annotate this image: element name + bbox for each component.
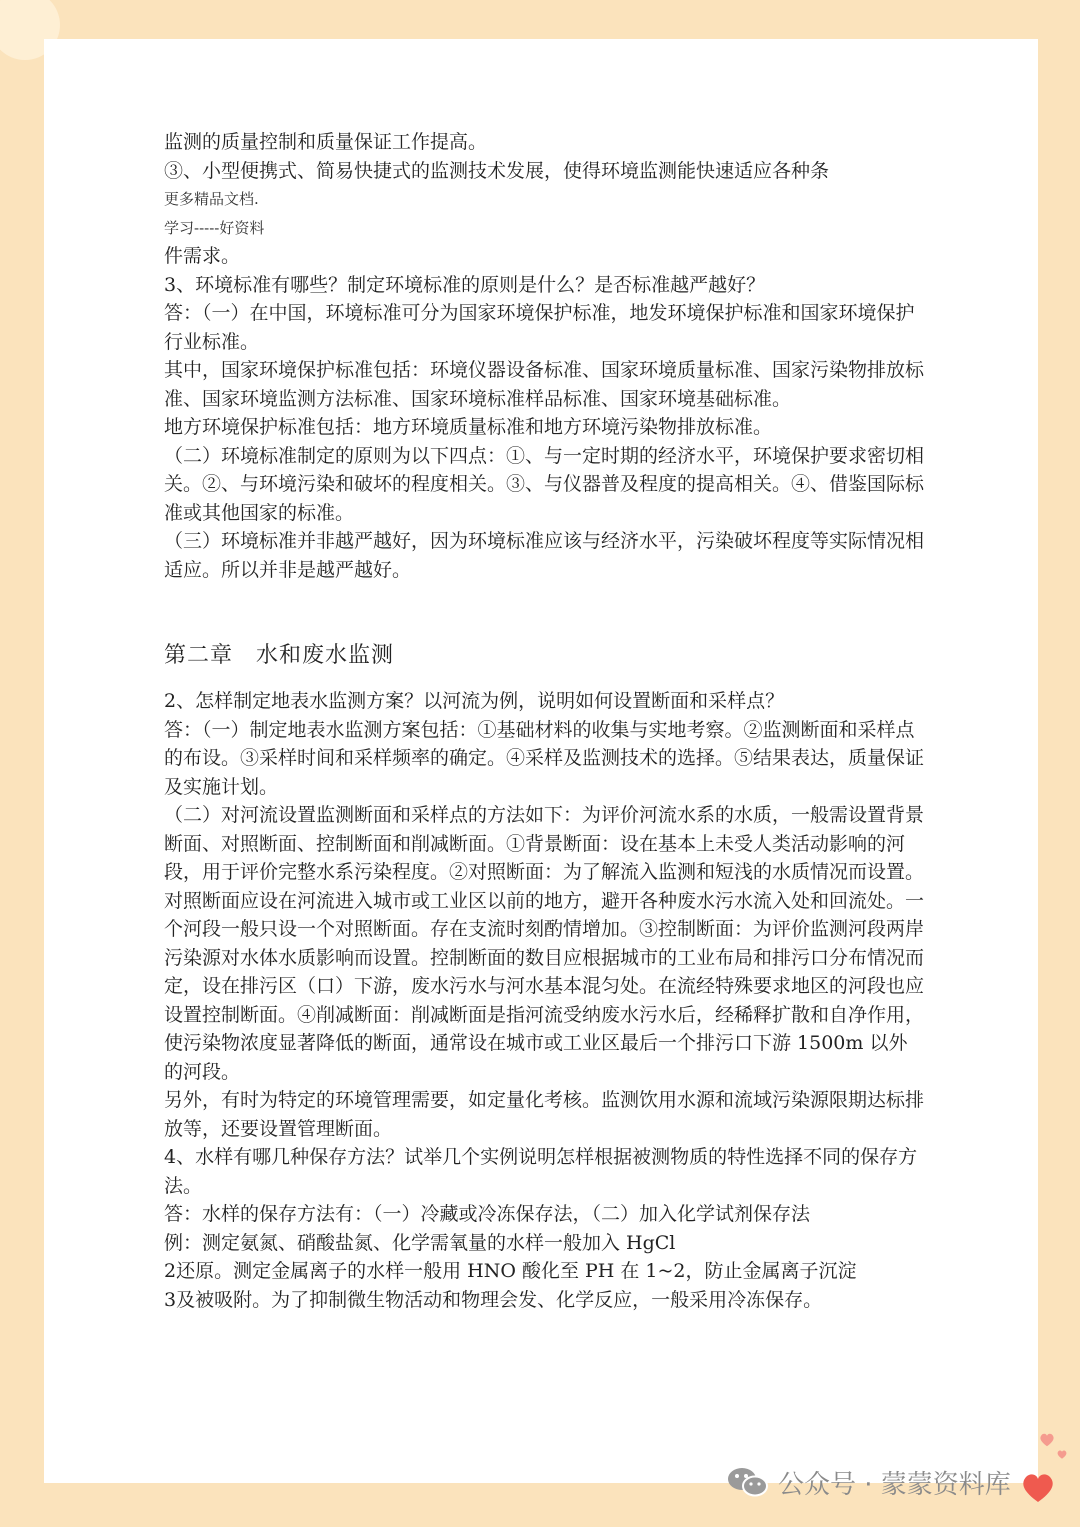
paragraph: 监测的质量控制和质量保证工作提高。 (164, 131, 488, 153)
paragraph: 3及被吸附。为了抑制微生物活动和物理会发、化学反应，一般采用冷冻保存。 (164, 1288, 823, 1311)
question: 3、环境标准有哪些？制定环境标准的原则是什么？是否标准越严越好？ (164, 273, 766, 296)
document-body (164, 128, 924, 1314)
paragraph: 答：水样的保存方法有：（一）冷藏或冷冻保存法，（二）加入化学试剂保存法 (164, 1203, 811, 1225)
spacer (164, 584, 924, 641)
paragraph: 件需求。 (164, 245, 241, 267)
question: 2、怎样制定地表水监测方案？以河流为例，说明如何设置断面和采样点？ (164, 690, 785, 712)
paragraph: 另外，有时为特定的环境管理需要，如定量化考核。监测饮用水源和流域污染源限期达标排放等，还要设置管理断面。 (164, 1089, 925, 1140)
paragraph: 答：（一）在中国，环境标准可分为国家环境保护标准，地发环境保护标准和国家环境保护行业标准。 (164, 302, 915, 353)
paragraph: （三）环境标准并非越严越好，因为环境标准应该与经济水平，污染破坏程度等实际情况相适应。所以并非是越严越好。 (164, 530, 925, 581)
footer-note: 学习-----好资料 (164, 218, 265, 237)
paragraph: （二）对河流设置监测断面和采样点的方法如下：为评价河流水系的水质，一般需设置背景断面、对照断面、控制断面和削减断面。①背景断面：设在基本上未受人类活动影响的河段，用于评价完整水系污染程度。②对照断面：为了解流入监测和短浅的水质情况而设置。对照断面应设在河流进入城市或工业区以前的地方，避开各种废水污水流入处和回流处。一个河段一般只设一个对照断面。存在支流时刻酌情增加。③控制断面：为评价监测河段两岸污染源对水体水质影响而设置。控制断面的数目应根据城市的工业布局和排污口分布情况而定，设在排污区（口）下游，废水污水与河水基本混匀处。在流经特殊要求地区的河段也应设置控制断面。④削减断面：削减断面是指河流受纳废水污水后，经稀释扩散和自净作用，使污染物浓度显著降低的断面，通常设在城市或工业区最后一个排污口下游 1500m 以外的河段。 (164, 804, 925, 1083)
paragraph: 2还原。测定金属离子的水样一般用 HNO 酸化至 PH 在 1~2，防止金属离子沉淀 (164, 1260, 857, 1282)
small-heart-icon (1038, 1430, 1056, 1448)
heart-icon (1018, 1466, 1058, 1506)
chapter-title: 第二章 水和废水监测 (164, 643, 395, 668)
paragraph: 答：（一）制定地表水监测方案包括：①基础材料的收集与实地考察。②监测断面和采样点的布设。③采样时间和采样频率的确定。④采样及监测技术的选择。⑤结果表达，质量保证及实施计划。 (164, 718, 925, 798)
paragraph: ③、小型便携式、简易快捷式的监测技术发展，使得环境监测能快速适应各种条 (164, 159, 830, 182)
watermark (726, 1462, 1011, 1502)
question: 4、水样有哪几种保存方法？试举几个实例说明怎样根据被测物质的特性选择不同的保存方法。 (164, 1146, 918, 1197)
paragraph: （二）环境标准制定的原则为以下四点：①、与一定时期的经济水平，环境保护要求密切相关。②、与环境污染和破坏的程度相关。③、与仪器普及程度的提高相关。④、借鉴国际标准或其他国家的标准。 (164, 444, 925, 524)
watermark-text: 公众号 · 蒙蒙资料库 (778, 1469, 1011, 1500)
paragraph: 例：测定氨氮、硝酸盐氮、化学需氧量的水样一般加入 HgCl (164, 1231, 676, 1254)
wechat-icon (726, 1465, 770, 1499)
small-heart-icon (1056, 1448, 1068, 1460)
footer-note: 更多精品文档. (164, 190, 259, 208)
paragraph: 其中，国家环境保护标准包括：环境仪器设备标准、国家环境质量标准、国家污染物排放标准、国家环境监测方法标准、国家环境标准样品标准、国家环境基础标准。 (164, 359, 925, 410)
paragraph: 地方环境保护标准包括：地方环境质量标准和地方环境污染物排放标准。 (164, 416, 773, 438)
